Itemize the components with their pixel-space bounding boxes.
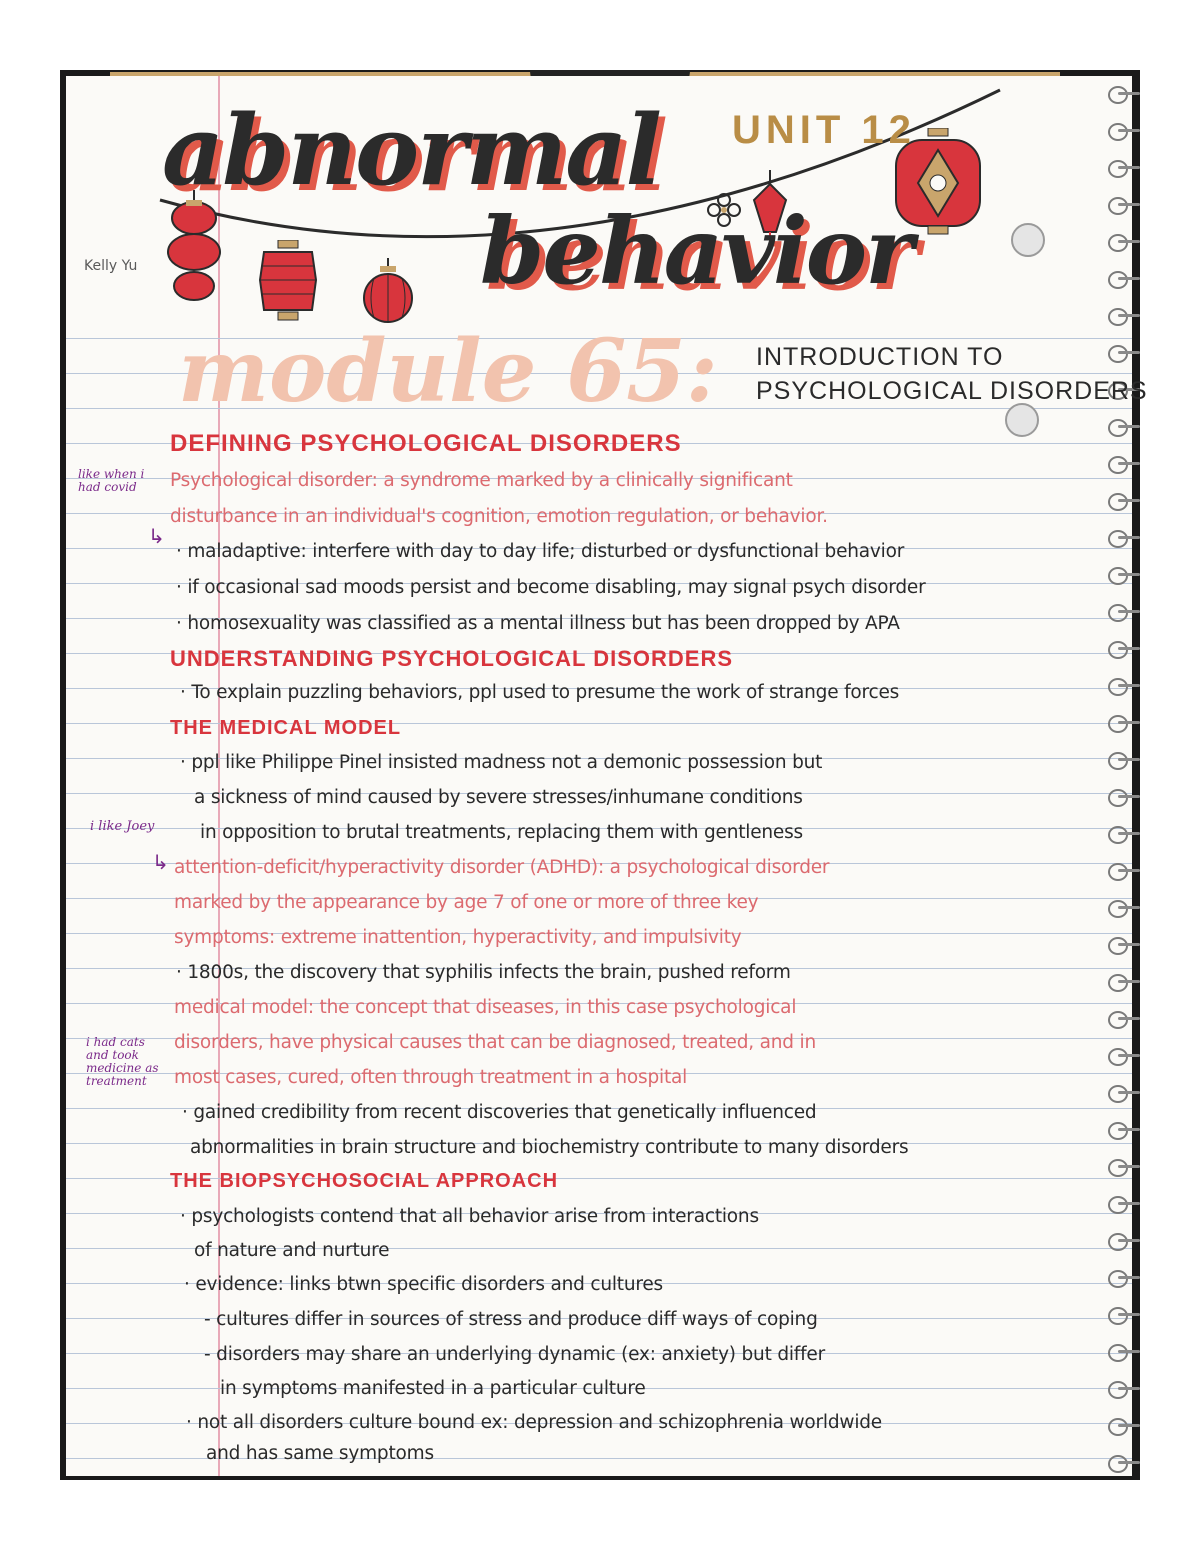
spiral-binding-icon	[1108, 1157, 1138, 1175]
margin-note-treatment: i had cats and took medicine as treatment	[86, 1035, 159, 1088]
spiral-binding-icon	[1108, 269, 1138, 287]
spiral-binding-icon	[1108, 1083, 1138, 1101]
arrow-icon: ↳	[152, 850, 169, 874]
author-name: Kelly Yu	[84, 258, 138, 274]
module-title-line2: PSYCHOLOGICAL DISORDERS	[756, 377, 1148, 405]
spiral-binding-icon	[1108, 1046, 1138, 1064]
heading-defining: DEFINING PSYCHOLOGICAL DISORDERS	[170, 430, 682, 457]
spiral-binding-icon	[1108, 491, 1138, 509]
spiral-binding-icon	[1108, 898, 1138, 916]
spiral-binding-icon	[1108, 565, 1138, 583]
spiral-binding-icon	[1108, 121, 1138, 139]
spiral-binding-icon	[1108, 1305, 1138, 1323]
spiral-binding-icon	[1108, 1379, 1138, 1397]
defining-bullet2: · if occasional sad moods persist and become disabling, may signal psych disorder	[176, 577, 926, 598]
spiral-binding-icon	[1108, 306, 1138, 324]
spiral-binding-icon	[1108, 972, 1138, 990]
spiral-binding-icon	[1108, 1268, 1138, 1286]
definition-line2: disturbance in an individual's cognition, emotion regulation, or behavior.	[170, 506, 828, 527]
spiral-binding-icon	[1108, 84, 1138, 102]
bio-bullet1b: of nature and nurture	[194, 1240, 390, 1261]
margin-note-covid: like when i had covid	[78, 467, 145, 494]
spiral-binding-icon	[1108, 824, 1138, 842]
medical-model-line1: medical model: the concept that diseases, in this case psychological	[174, 997, 797, 1018]
bio-bullet2: · evidence: links btwn specific disorders and cultures	[184, 1274, 663, 1295]
medical-bullet3b: abnormalities in brain structure and biochemistry contribute to many disorders	[190, 1137, 909, 1158]
adhd-line2: marked by the appearance by age 7 of one or more of three key	[174, 892, 759, 913]
spiral-binding-icon	[1108, 1231, 1138, 1249]
spiral-binding-icon	[1108, 232, 1138, 250]
medical-bullet1b: a sickness of mind caused by severe stresses/inhumane conditions	[194, 787, 803, 808]
arrow-icon: ↳	[148, 524, 165, 548]
bio-subbullet1: - cultures differ in sources of stress and produce diff ways of coping	[204, 1309, 818, 1330]
lantern-icon	[256, 240, 320, 330]
bio-subbullet2b: in symptoms manifested in a particular culture	[220, 1378, 646, 1399]
spiral-binding-icon	[1108, 1120, 1138, 1138]
spiral-binding-icon	[1108, 639, 1138, 657]
unit-label: UNIT 12	[732, 108, 916, 152]
defining-bullet1: · maladaptive: interfere with day to day life; disturbed or dysfunctional behavior	[176, 541, 905, 562]
spiral-binding-icon	[1108, 1453, 1138, 1471]
heading-medical-model: THE MEDICAL MODEL	[170, 717, 402, 739]
heading-understanding: UNDERSTANDING PSYCHOLOGICAL DISORDERS	[170, 646, 734, 671]
spiral-binding-icon	[1108, 158, 1138, 176]
understanding-bullet1: · To explain puzzling behaviors, ppl used to presume the work of strange forces	[180, 682, 900, 703]
spiral-binding-icon	[1108, 750, 1138, 768]
module-title-line1: INTRODUCTION TO	[756, 343, 1004, 371]
medical-bullet1c: in opposition to brutal treatments, replacing them with gentleness	[200, 822, 803, 843]
spiral-binding-icon	[1108, 195, 1138, 213]
spiral-binding-icon	[1108, 935, 1138, 953]
spiral-binding-icon	[1108, 861, 1138, 879]
medical-bullet2: · 1800s, the discovery that syphilis infects the brain, pushed reform	[176, 962, 791, 983]
spiral-binding-icon	[1108, 787, 1138, 805]
module-title	[756, 340, 1148, 408]
spiral-binding-icon	[1108, 713, 1138, 731]
title-abnormal: abnormal	[162, 94, 660, 207]
spiral-binding-icon	[1108, 1342, 1138, 1360]
module-label: module 65:	[178, 321, 718, 422]
bio-bullet3b: and has same symptoms	[206, 1443, 434, 1464]
hole-punch-icon	[1008, 220, 1048, 260]
defining-bullet3: · homosexuality was classified as a mental illness but has been dropped by APA	[176, 613, 900, 634]
definition-line1: Psychological disorder: a syndrome marked by a clinically significant	[170, 470, 793, 491]
spiral-binding-icon	[1108, 1416, 1138, 1434]
adhd-line3: symptoms: extreme inattention, hyperactivity, and impulsivity	[174, 927, 742, 948]
lantern-icon	[162, 190, 226, 310]
bio-subbullet2a: - disorders may share an underlying dynamic (ex: anxiety) but differ	[204, 1344, 826, 1365]
bio-bullet1a: · psychologists contend that all behavior arise from interactions	[180, 1206, 759, 1227]
medical-bullet3a: · gained credibility from recent discoveries that genetically influenced	[182, 1102, 817, 1123]
spiral-binding-icon	[1108, 417, 1138, 435]
spiral-binding-icon	[1108, 676, 1138, 694]
medical-bullet1a: · ppl like Philippe Pinel insisted madness not a demonic possession but	[180, 752, 823, 773]
bio-bullet3a: · not all disorders culture bound ex: depression and schizophrenia worldwide	[186, 1412, 882, 1433]
medical-model-line3: most cases, cured, often through treatment in a hospital	[174, 1067, 688, 1088]
spiral-binding-icon	[1108, 602, 1138, 620]
margin-note-joey: i like Joey	[90, 819, 155, 834]
title-behavior: behavior	[480, 197, 912, 305]
spiral-binding-icon	[1108, 1194, 1138, 1212]
spiral-binding-icon	[1108, 454, 1138, 472]
heading-biopsychosocial: THE BIOPSYCHOSOCIAL APPROACH	[170, 1170, 559, 1192]
adhd-line1: attention-deficit/hyperactivity disorder (ADHD): a psychological disorder	[174, 857, 830, 878]
medical-model-line2: disorders, have physical causes that can be diagnosed, treated, and in	[174, 1032, 816, 1053]
spiral-binding-icon	[1108, 528, 1138, 546]
spiral-binding-icon	[1108, 1009, 1138, 1027]
